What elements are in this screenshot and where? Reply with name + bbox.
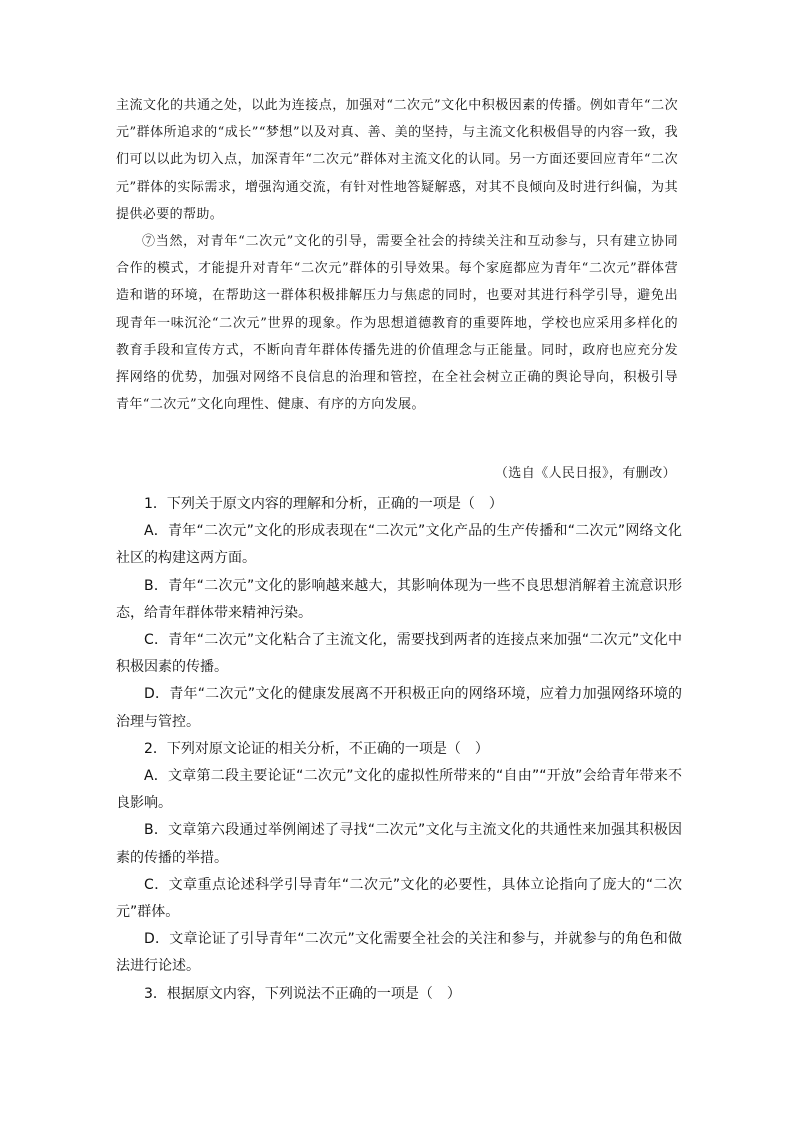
question-list [116, 491, 682, 1008]
passage-paragraph-7: ⑦当然，对青年“二次元”文化的引导，需要全社会的持续关注和互动参与，只有建立协同合作的模式，才能提升对青年“二次元”群体的引导效果。每个家庭都应为青年“二次元”群体营造和谐的环境，在帮助这一群体积极排解压力与焦虑的同时，也要对其进行科学引导，避免出现青年一味沉沦“二次元”世界的现象。作为思想道德教育的重要阵地，学校也应采用多样化的教育手段和宣传方式，不断向青年群体传播先进的价值理念与正能量。同时，政府也应充分发挥网络的优势，加强对网络不良信息的治理和管控，在全社会树立正确的舆论导向，积极引导青年“二次元”文化向理性、健康、有序的方向发展。 [116, 234, 678, 413]
question-1-option-d: D．青年“二次元”文化的健康发展离不开积极正向的网络环境，应着力加强网络环境的治理与管控。 [116, 686, 682, 730]
question-3-stem: 3．根据原文内容，下列说法不正确的一项是（ ） [144, 985, 461, 1002]
question-1-option-a: A．青年“二次元”文化的形成表现在“二次元”文化产品的生产传播和“二次元”网络文化社区的构建这两方面。 [116, 523, 682, 567]
question-2-option-b: B．文章第六段通过举例阐述了寻找“二次元”文化与主流文化的共通性来加强其积极因素的传播的举措。 [116, 822, 682, 866]
question-1-stem: 1．下列关于原文内容的理解和分析，正确的一项是（ ） [144, 496, 503, 512]
passage-source: （选自《人民日报》，有删改） [494, 466, 676, 481]
question-2-stem: 2．下列对原文论证的相关分析，不正确的一项是（ ） [144, 740, 489, 757]
question-1-option-b: B．青年“二次元”文化的影响越来越大，其影响体现为一些不良思想消解着主流意识形态，给青年群体带来精神污染。 [116, 577, 682, 621]
question-2-option-d: D．文章论证了引导青年“二次元”文化需要全社会的关注和参与，并就参与的角色和做法进行论述。 [116, 931, 682, 975]
question-2-option-c: C．文章重点论述科学引导青年“二次元”文化的必要性，具体立论指向了庞大的“二次元”群体。 [116, 876, 682, 921]
reading-passage [116, 92, 678, 418]
question-1-option-c: C．青年“二次元”文化粘合了主流文化，需要找到两者的连接点来加强“二次元”文化中积极因素的传播。 [116, 632, 682, 676]
passage-paragraph-continued: 主流文化的共通之处，以此为连接点，加强对“二次元”文化中积极因素的传播。例如青年“二次元”群体所追求的“成长”“梦想”以及对真、善、美的坚持，与主流文化积极倡导的内容一致，我们可以以此为切入点，加深青年“二次元”群体对主流文化的认同。另一方面还要回应青年“二次元”群体的实际需求，增强沟通交流，有针对性地答疑解惑，对其不良倾向及时进行纠偏，为其提供必要的帮助。 [116, 98, 678, 222]
question-2-option-a: A．文章第二段主要论证“二次元”文化的虚拟性所带来的“自由”“开放”会给青年带来不良影响。 [116, 768, 682, 812]
